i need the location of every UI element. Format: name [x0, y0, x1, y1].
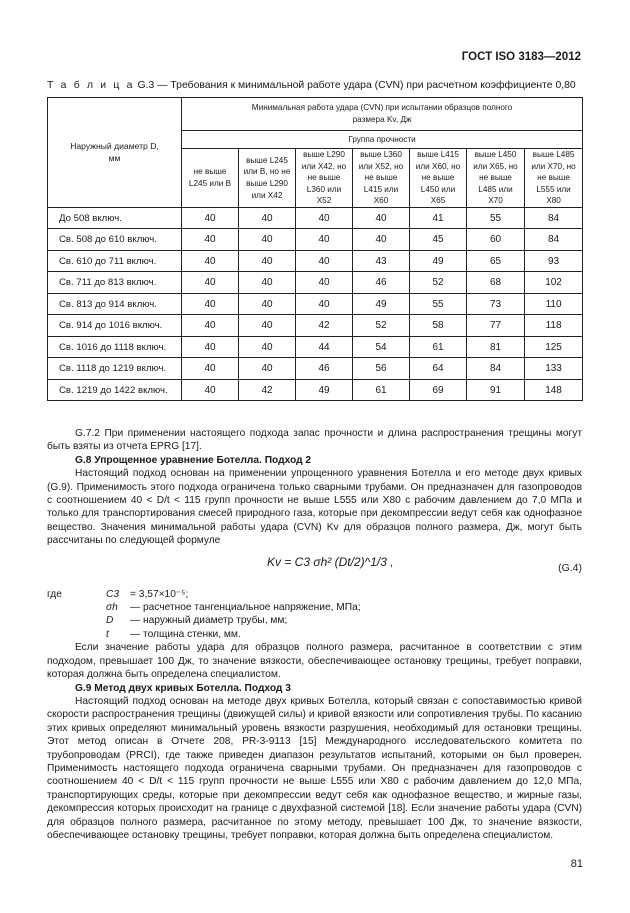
value-cell: 55	[410, 293, 467, 315]
strength-group-header: выше L415 или X60, но не выше L450 или X65	[410, 149, 467, 208]
body-text	[47, 427, 582, 842]
value-cell: 73	[467, 293, 525, 315]
formula-expression: Kv = C3 σh² (Dt/2)^1/3 ,	[267, 554, 394, 569]
value-cell: 45	[410, 229, 467, 251]
table-row	[48, 358, 583, 380]
value-cell: 42	[239, 379, 296, 401]
value-cell: 93	[525, 250, 583, 272]
strength-group-header: выше L450 или X65, но не выше L485 или X70	[467, 149, 525, 208]
table-row	[48, 207, 583, 229]
value-cell: 40	[353, 207, 410, 229]
value-cell: 40	[182, 250, 239, 272]
value-cell: 46	[296, 358, 353, 380]
document-standard-number: ГОСТ ISO 3183—2012	[461, 51, 581, 63]
value-cell: 40	[182, 379, 239, 401]
strength-group-header: выше L485 или X70, но не выше L555 или X80	[525, 149, 583, 208]
value-cell: 65	[467, 250, 525, 272]
table-caption-prefix: Т а б л и ц а	[47, 80, 135, 91]
where-symbol: t	[106, 628, 109, 640]
value-cell: 118	[525, 315, 583, 337]
formula-number: (G.4)	[558, 561, 582, 574]
value-cell: 40	[239, 229, 296, 251]
value-cell: 68	[467, 272, 525, 294]
value-cell: 91	[467, 379, 525, 401]
value-cell: 40	[182, 272, 239, 294]
formula-legend	[47, 588, 582, 642]
value-cell: 84	[525, 207, 583, 229]
value-cell: 49	[353, 293, 410, 315]
value-cell: 133	[525, 358, 583, 380]
value-cell: 40	[239, 358, 296, 380]
value-cell: 40	[296, 229, 353, 251]
value-cell: 40	[182, 315, 239, 337]
value-cell: 40	[353, 229, 410, 251]
paragraph-approach-2: Настоящий подход основан на применении упрощенного уравнения Ботелла и его методе двух кривых (G.9). Применимость этого подхода ограничена только сварными трубами. Он предназначен для газопроводов с соотношением 40 < D/t < 115 групп прочности не выше L555 или X80 с рабочим давлением до 7,0 МПа и только для транспортирования смесей природного газа, которые при декомпрессии ведут себя как однофазное вещество. Значения минимальной работы удара (CVN) Kv для образцов полного размера, Дж, могут быть рассчитаны по следующей формуле	[47, 468, 582, 547]
value-cell: 40	[239, 293, 296, 315]
paragraph-approach-3: Настоящий подход основан на методе двух кривых Ботелла, который связан с сопоставимостью кривой скорости распространения трещины (движущей силы) и кривой вязкости или сопротивления трубы. По касанию этих кривых определяют минимальный уровень вязкости разрушения, необходимый для остановки трещины. Этот метод описан в Отчете 208, PR-3-9113 [15] Международного исследовательского комитета по трубопроводам (PRCI), где также приведен диапазон результатов испытаний, которыми он был проверен. Применимость настоящего подхода ограничена сварными трубами. Он предназначен для газопроводов с соотношением 40 < D/t < 115 групп прочности не выше L555 или X80 с рабочим давлением до 12,0 МПа, транспортирующих среды, которые при декомпрессии ведут себя как однофазное вещество, и жирные газы, декомпрессия которых происходит на границе с двухфазной системой [18]. Если значение работы удара (CVN) для образцов полного размера, расчитанное по этому методу, превышает 100 Дж, то значение вязкости, обеспечивающее остановку трещины, требует поправки, которая должна быть определена специалистом.	[47, 695, 582, 841]
diameter-cell: Св. 711 до 813 включ.	[48, 272, 182, 294]
table-row	[48, 272, 583, 294]
value-cell: 44	[296, 336, 353, 358]
value-cell: 110	[525, 293, 583, 315]
value-cell: 49	[296, 379, 353, 401]
value-cell: 61	[410, 336, 467, 358]
paragraph-correction-note: Если значение работы удара для образцов полного размера, расчитанное в соответствии с этим подходом, превышает 100 Дж, то значение вязкости, обеспечивающее остановку трещины, требует поправки, которая должна быть определена специалистом.	[47, 642, 582, 681]
diameter-cell: Св. 508 до 610 включ.	[48, 229, 182, 251]
value-cell: 42	[296, 315, 353, 337]
value-cell: 55	[467, 207, 525, 229]
value-cell: 148	[525, 379, 583, 401]
cvn-requirements-table	[47, 97, 583, 401]
value-cell: 125	[525, 336, 583, 358]
value-cell: 52	[410, 272, 467, 294]
section-heading-g8: G.8 Упрощенное уравнение Ботелла. Подход 2	[75, 454, 312, 466]
diameter-cell: Св. 1219 до 1422 включ.	[48, 379, 182, 401]
value-cell: 40	[296, 250, 353, 272]
where-symbol: C3	[106, 588, 120, 600]
value-cell: 40	[296, 272, 353, 294]
where-description: = 3,57×10⁻⁵;	[130, 588, 189, 600]
value-cell: 40	[182, 229, 239, 251]
value-cell: 40	[182, 293, 239, 315]
value-cell: 40	[239, 336, 296, 358]
table-row	[48, 293, 583, 315]
value-cell: 40	[182, 207, 239, 229]
value-cell: 49	[410, 250, 467, 272]
page-number: 81	[570, 858, 583, 870]
table-row	[48, 250, 583, 272]
value-cell: 84	[525, 229, 583, 251]
value-cell: 40	[239, 207, 296, 229]
table-row	[48, 379, 583, 401]
where-symbol: D	[106, 615, 114, 627]
strength-group-header: выше L360 или X52, но не выше L415 или X60	[353, 149, 410, 208]
table-row	[48, 229, 583, 251]
value-cell: 40	[182, 358, 239, 380]
diameter-cell: Св. 813 до 914 включ.	[48, 293, 182, 315]
value-cell: 54	[353, 336, 410, 358]
table-caption	[47, 80, 576, 91]
where-label: где	[47, 588, 62, 600]
column-header-strength-group: Группа прочности	[182, 131, 583, 149]
column-header-min-impact-energy: Минимальная работа удара (CVN) при испытании образцов полного размера Kv, Дж	[182, 98, 583, 131]
value-cell: 56	[353, 358, 410, 380]
formula-g4	[47, 548, 582, 588]
value-cell: 40	[182, 336, 239, 358]
where-description: — толщина стенки, мм.	[130, 628, 241, 640]
value-cell: 60	[467, 229, 525, 251]
diameter-cell: Св. 1118 до 1219 включ.	[48, 358, 182, 380]
value-cell: 43	[353, 250, 410, 272]
value-cell: 84	[467, 358, 525, 380]
table-row	[48, 336, 583, 358]
where-description: — расчетное тангенциальное напряжение, МПа;	[130, 602, 361, 614]
value-cell: 46	[353, 272, 410, 294]
value-cell: 69	[410, 379, 467, 401]
table-row	[48, 315, 583, 337]
strength-group-header: не выше L245 или B	[182, 149, 239, 208]
diameter-cell: До 508 включ.	[48, 207, 182, 229]
value-cell: 40	[296, 293, 353, 315]
diameter-cell: Св. 1016 до 1118 включ.	[48, 336, 182, 358]
section-heading-g9: G.9 Метод двух кривых Ботелла. Подход 3	[75, 682, 291, 694]
value-cell: 102	[525, 272, 583, 294]
where-description: — наружный диаметр трубы, мм;	[130, 615, 288, 627]
table-caption-text: G.3 — Требования к минимальной работе удара (CVN) при расчетном коэффициенте 0,80	[137, 80, 576, 91]
where-symbol: σh	[106, 602, 118, 614]
strength-group-header: выше L245 или B, но не выше L290 или X42	[239, 149, 296, 208]
diameter-cell: Св. 914 до 1016 включ.	[48, 315, 182, 337]
paragraph-g72: G.7.2 При применении настоящего подхода запас прочности и длина распространения трещины могут быть взяты из отчета EPRG [17].	[47, 428, 582, 453]
value-cell: 52	[353, 315, 410, 337]
value-cell: 61	[353, 379, 410, 401]
value-cell: 58	[410, 315, 467, 337]
value-cell: 64	[410, 358, 467, 380]
diameter-cell: Св. 610 до 711 включ.	[48, 250, 182, 272]
value-cell: 40	[239, 250, 296, 272]
value-cell: 81	[467, 336, 525, 358]
value-cell: 77	[467, 315, 525, 337]
value-cell: 41	[410, 207, 467, 229]
strength-group-header: выше L290 или X42, но не выше L360 или X52	[296, 149, 353, 208]
column-header-diameter: Наружный диаметр D, мм	[48, 98, 182, 208]
value-cell: 40	[239, 272, 296, 294]
value-cell: 40	[239, 315, 296, 337]
value-cell: 40	[296, 207, 353, 229]
